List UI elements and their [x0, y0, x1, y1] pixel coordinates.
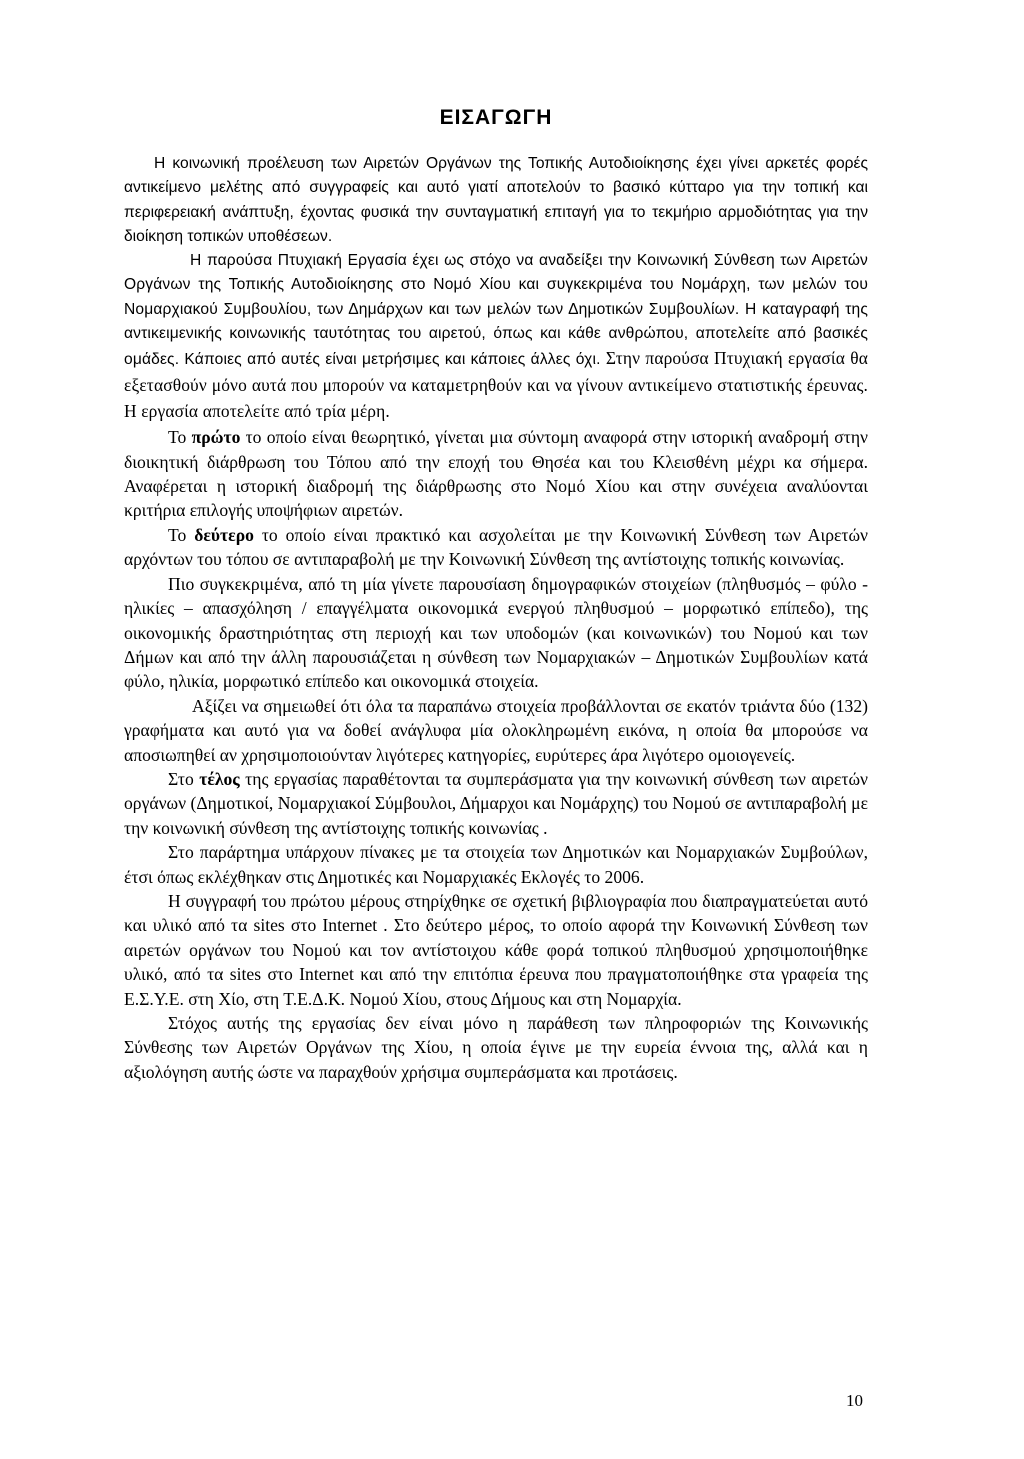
- paragraph-details: Πιο συγκεκριμένα, από τη μία γίνετε παρουσίαση δημογραφικών στοιχείων (πληθυσμός – φύλο - ηλικίες – απασχόληση / επαγγέλματα οικονομικά ενεργού πληθυσμού – μορφωτικό επίπεδο), της οικονομικής δραστηριότητας στη περιοχή και των υποδομών (και κοινωνικών) του Νομού και των Δήμων και από την άλλη παρουσιάζεται η σύνθεση των Νομαρχιακών – Δημοτικών Συμβουλίων κατά φύλο, ηλικία, μορφωτικό επίπεδο και οικονομικά στοιχεία.: [124, 573, 868, 692]
- paragraph-first-part-a: Το: [168, 427, 192, 448]
- document-page: [124, 0, 868, 1459]
- paragraph-second-part: [124, 523, 868, 572]
- paragraph-aim-start: Η παρούσα Πτυχιακή Εργασία έχει ως στόχο να αναδείξει την Κοινωνική Σύνθεση των Αιρετών Οργάνων της Τοπικής Αυτοδιοίκησης στο Νομό Χίου και συγκεκριμένα του Νομάρχη, των μελών του Νομαρχιακού Συμβουλίου, των Δημάρχων και των μελών των Δημοτικών Συμβουλίων. Η καταγραφή της αντικειμενικής κοινωνικής ταυτότητας του αιρετού, όπως και κάθε ανθρώπου, αποτελείτε από βασικές ομάδες. Κάποιες από αυτές είναι μετρήσιμες και κάποιες άλλες όχι.: [124, 252, 868, 369]
- paragraph-sources: Η συγγραφή του πρώτου μέρους στηρίχθηκε σε σχετική βιβλιογραφία που διαπραγματεύεται αυτό και υλικό από τα sites στο Internet . Στο δεύτερο μέρος, το οποίο αφορά την Κοινωνική Σύνθεση των αιρετών οργάνων του Νομού και τον αντίστοιχου κάθε φορά τοπικού πληθυσμού χρησιμοποιήθηκε υλικό, από τα sites στο Internet και από την επιτόπια έρευνα που πραγματοποιήθηκε στα γραφεία της Ε.Σ.Υ.Ε. στη Χίο, στη Τ.Ε.Δ.Κ. Νομού Χίου, στους Δήμους και στη Νομαρχία.: [124, 890, 868, 1009]
- paragraph-conclusion-bold: τέλος: [199, 768, 240, 789]
- paragraph-second-part-bold: δεύτερο: [194, 524, 254, 545]
- paragraph-aim-end: Στην παρούσα Πτυχιακή εργασία θα εξετασθούν μόνο αυτά που μπορούν να καταμετρηθούν και να γίνουν αντικείμενο στατιστικής έρευνας. Η εργασία αποτελείτε από τρία μέρη.: [124, 348, 868, 421]
- paragraph-goal: Στόχος αυτής της εργασίας δεν είναι μόνο η παράθεση των πληροφοριών της Κοινωνικής Σύνθεσης των Αιρετών Οργάνων της Χίου, η οποία έγινε με την ευρεία έννοια της, αλλά και η αξιολόγηση αυτής ώστε να παραχθούν χρήσιμα συμπεράσματα και προτάσεις.: [124, 1013, 868, 1082]
- paragraph-first-part: [124, 425, 868, 523]
- paragraph-conclusion: [124, 767, 868, 840]
- paragraph-graphs: Αξίζει να σημειωθεί ότι όλα τα παραπάνω στοιχεία προβάλλονται σε εκατόν τριάντα δύο (132) γραφήματα και αυτό για να δοθεί ανάγλυφα μία ολοκληρωμένη εικόνα, η οποία θα μπορούσε να αποσιωπηθεί αν χρησιμοποιούνταν λιγότερες κατηγορίες, ευρύτερες άρα λιγότερο ομοιογενείς.: [124, 695, 868, 765]
- paragraph-first-part-bold: πρώτο: [191, 427, 241, 448]
- paragraph-conclusion-b: της εργασίας παραθέτονται τα συμπεράσματα για την κοινωνική σύνθεση των αιρετών οργάνων (Δημοτικοί, Νομαρχιακοί Σύμβουλοι, Δήμαρχοι και Νομάρχης) του Νομού σε αντιπαραβολή με την κοινωνική σύνθεση της αντίστοιχης τοπικής κοινωνίας .: [124, 768, 868, 838]
- paragraph-appendix: Στο παράρτημα υπάρχουν πίνακες με τα στοιχεία των Δημοτικών και Νομαρχιακών Συμβούλων, έτσι όπως εκλέχθηκαν στις Δημοτικές και Νομαρχιακές Εκλογές το 2006.: [124, 842, 868, 887]
- paragraph-first-part-b: το οποίο είναι θεωρητικό, γίνεται μια σύντομη αναφορά στην ιστορική αναδρομή στην διοικητική διάρθρωση του Τόπου από την εποχή του Θησέα και του Κλεισθένη μέχρι κα σήμερα. Αναφέρεται η ιστορική διαδρομή της διάρθρωσης στο Νομό Χίου και στην συνέχεια αναλύονται κριτήρια επιλογής υποψήφιων αιρετών.: [124, 427, 868, 521]
- paragraph-conclusion-a: Στο: [168, 768, 200, 789]
- paragraph-second-part-b: το οποίο είναι πρακτικό και ασχολείται με την Κοινωνική Σύνθεση των Αιρετών αρχόντων του τόπου σε αντιπαραβολή με την Κοινωνική Σύνθεση της αντίστοιχης τοπικής κοινωνίας.: [124, 524, 869, 570]
- paragraph-second-part-a: Το: [168, 524, 195, 545]
- page-title: ΕΙΣΑΓΩΓΗ: [439, 106, 553, 129]
- paragraph-aim: [124, 249, 868, 425]
- page-number: 10: [846, 1391, 863, 1410]
- paragraph-intro: Η κοινωνική προέλευση των Αιρετών Οργάνων της Τοπικής Αυτοδιοίκησης έχει γίνει αρκετές φορές αντικείμενο μελέτης από συγγραφείς και αυτό γιατί αποτελούν το βασικό κύτταρο για την τοπική και περιφερειακή ανάπτυξη, έχοντας φυσικά την συνταγματική επιταγή για το τεκμήριο αρμοδιότητας για την διοίκηση τοπικών υποθέσεων.: [124, 155, 868, 245]
- body-text: [124, 152, 868, 1084]
